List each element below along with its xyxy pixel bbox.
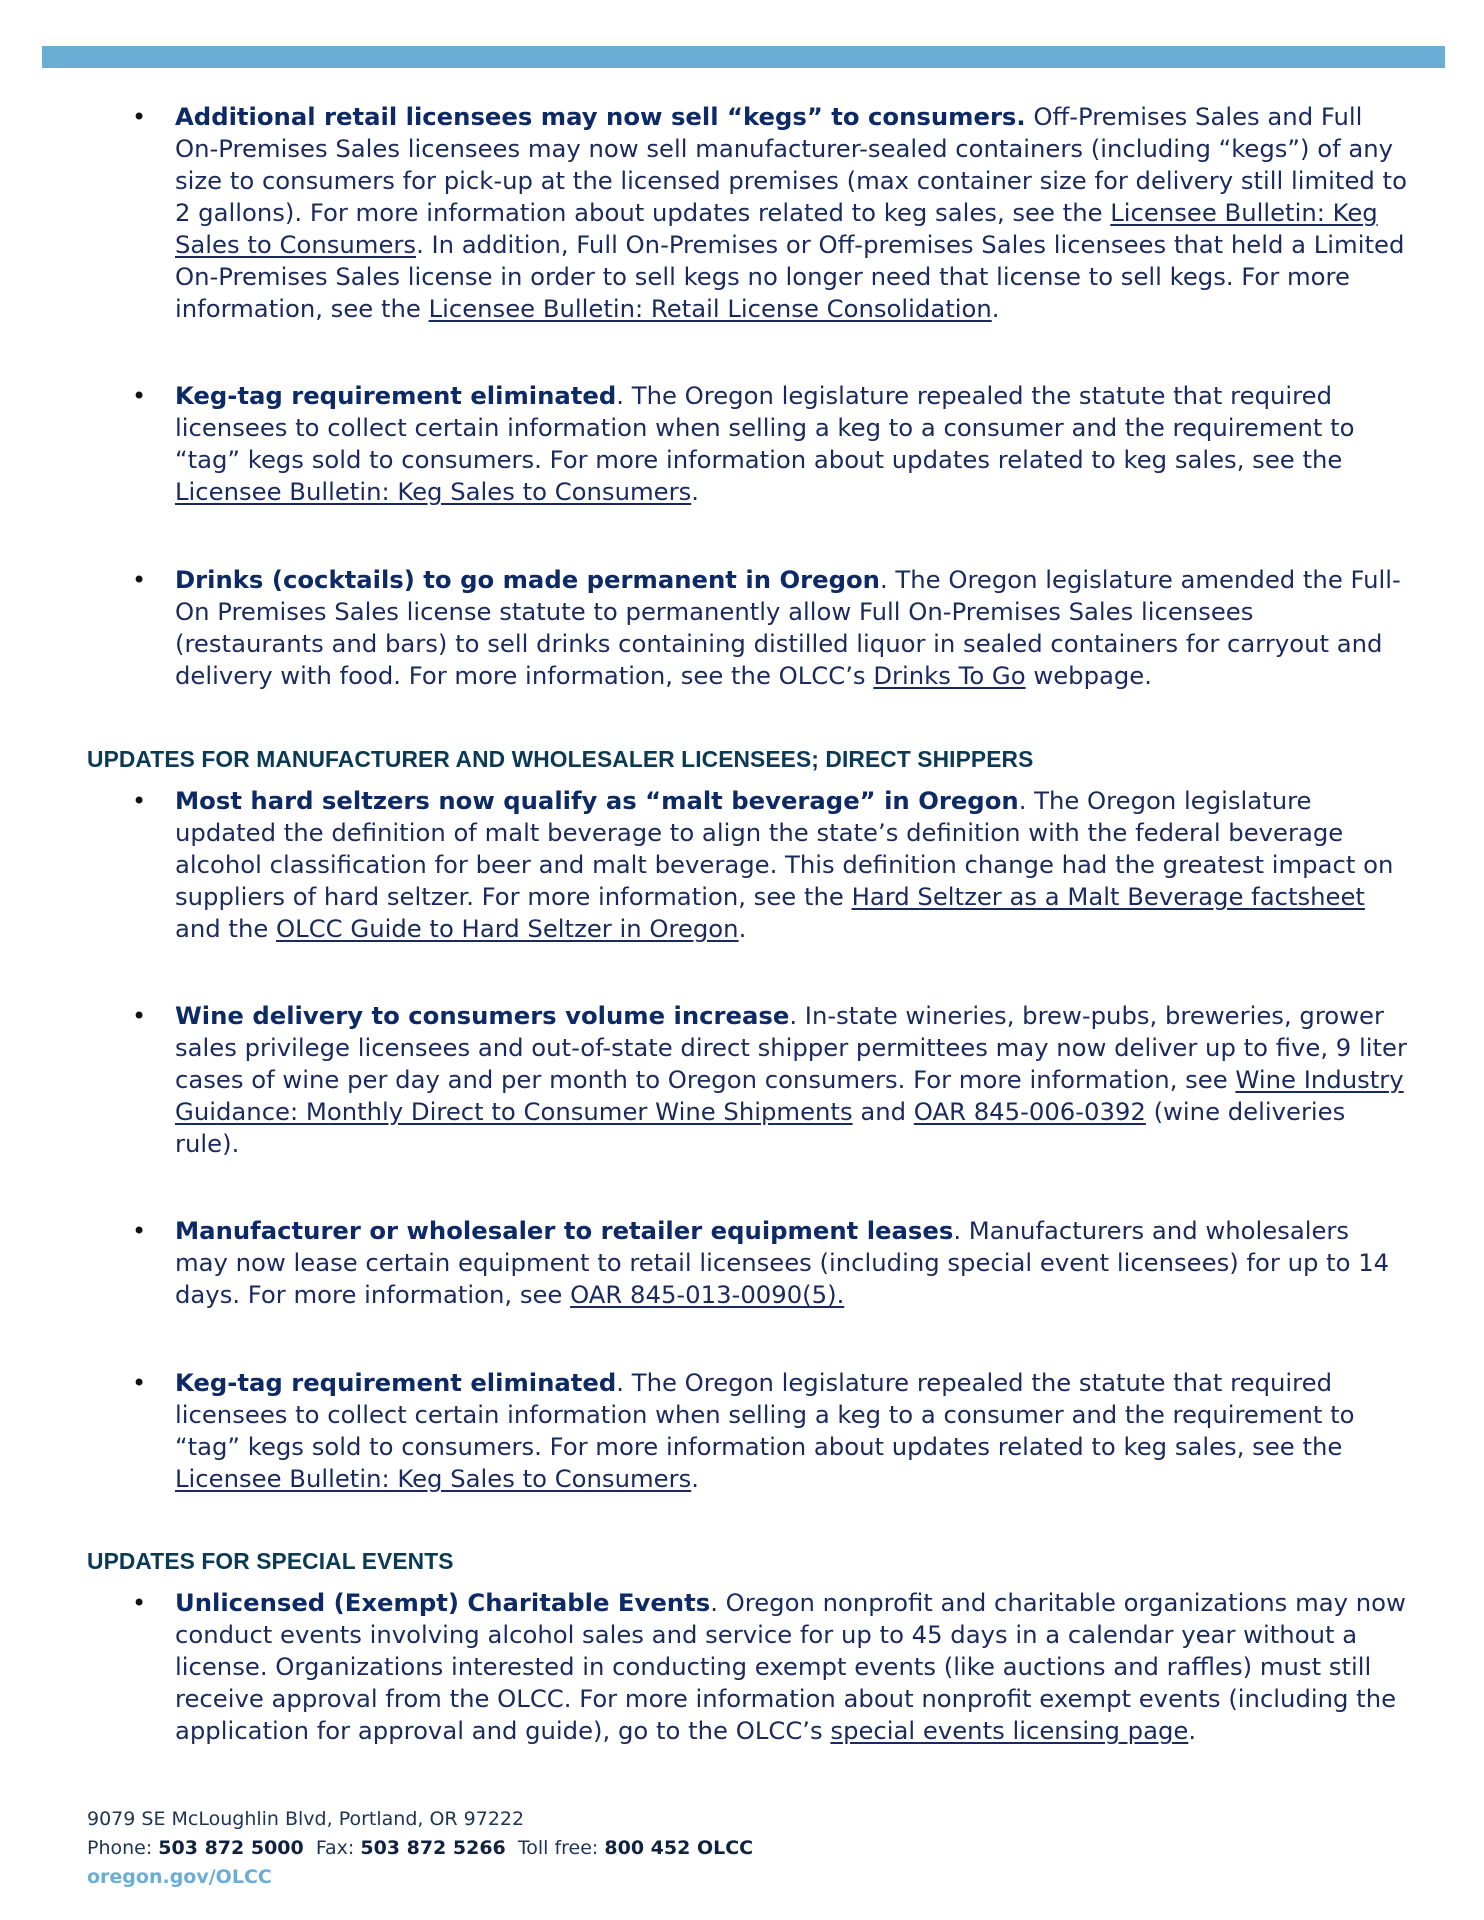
item-text: . Oregon nonprofit and charitable organizations may now conduct events involving alcohol sales and service for up to 45 days in a calendar year without a license. Organizations interested in conducting exempt events (like auctions and raffles) must still receive approval from the OLCC. For more information about nonprofit exempt events (including the application for approval and guide), go to the OLCC’s — [175, 1588, 1406, 1745]
item-text: . In-state wineries, brew-pubs, breweries, grower sales privilege licensees and out-of-state direct shipper permittees may now deliver up to five, 9 liter cases of wine per day and per month to Oregon consumers. For more information, see — [175, 1001, 1407, 1094]
section-heading-manufacturer: UPDATES FOR MANUFACTURER AND WHOLESALER LICENSEES; DIRECT SHIPPERS — [87, 746, 1034, 772]
special-events-licensing-link[interactable]: special events licensing page — [830, 1716, 1189, 1745]
list-item — [175, 1215, 1407, 1311]
item-text: . — [738, 914, 747, 943]
phone-number: 503 872 5000 — [158, 1837, 304, 1859]
phone-label: Phone: — [87, 1837, 159, 1859]
header-accent-bar — [42, 46, 1445, 68]
item-text: and the — [175, 914, 277, 943]
item-text: . — [691, 477, 699, 506]
list-item — [175, 380, 1407, 508]
wine-industry-guidance-link[interactable]: Wine Industry Guidance: Monthly Direct to Consumer Wine Shipments — [175, 1065, 1404, 1126]
item-text: and — [852, 1097, 914, 1126]
list-item — [175, 564, 1407, 692]
item-text: . Manufacturers and wholesalers may now lease certain equipment to retail licensees (including special event licensees) for up to 14 days. For more information, see — [175, 1216, 1390, 1309]
item-lead: Additional retail licensees may now sell “kegs” to consumers. — [175, 102, 1026, 131]
list-item — [175, 785, 1407, 945]
item-text: . The Oregon legislature amended the Full-On Premises Sales license statute to permanently allow Full On-Premises Sales licensees (restaurants and bars) to sell drinks containing distilled liquor in sealed containers for carryout and delivery with food. For more information, see the OLCC’s — [175, 565, 1401, 690]
list-item — [175, 101, 1407, 325]
retail-license-consolidation-link[interactable]: Licensee Bulletin: Retail License Consolidation — [428, 294, 992, 323]
item-lead: Keg-tag requirement eliminated — [175, 1368, 617, 1397]
list-item — [175, 1587, 1407, 1747]
tollfree-label: Toll free: — [517, 1837, 605, 1859]
keg-sales-bulletin-link[interactable]: Licensee Bulletin: Keg Sales to Consumers — [175, 198, 1378, 259]
footer-contact-line — [87, 1834, 753, 1863]
item-text: . The Oregon legislature updated the definition of malt beverage to align the state’s definition with the federal beverage alcohol classification for beer and malt beverage. This definition change had the greatest impact on suppliers of hard seltzer. For more information, see the — [175, 786, 1394, 911]
keg-sales-bulletin-link[interactable]: Licensee Bulletin: Keg Sales to Consumers — [175, 477, 692, 506]
oar-equipment-lease-link[interactable]: OAR 845-013-0090(5). — [570, 1280, 845, 1309]
list-item — [175, 1367, 1407, 1495]
hard-seltzer-factsheet-link[interactable]: Hard Seltzer as a Malt Beverage factsheet — [851, 882, 1365, 911]
item-text: . — [991, 294, 1000, 323]
item-lead: Wine delivery to consumers volume increase — [175, 1001, 790, 1030]
item-text: . The Oregon legislature repealed the statute that required licensees to collect certain information when selling a keg to a consumer and the requirement to “tag” kegs sold to consumers. For more information about updates related to keg sales, see the — [175, 1368, 1355, 1461]
item-text: . In addition, Full On-Premises or Off-premises Sales licensees that held a Limited On-Premises Sales license in order to sell kegs no longer need that license to sell kegs. For more information, see the — [175, 230, 1405, 323]
item-lead: Unlicensed (Exempt) Charitable Events — [175, 1588, 711, 1617]
page-footer — [87, 1805, 753, 1892]
fax-label: Fax: — [315, 1837, 361, 1859]
item-text: (wine deliveries rule). — [175, 1097, 1346, 1158]
item-text: . The Oregon legislature repealed the statute that required licensees to collect certain information when selling a keg to a consumer and the requirement to “tag” kegs sold to consumers. For more information about updates related to keg sales, see the — [175, 381, 1355, 474]
item-text: Off-Premises Sales and Full On-Premises Sales licensees may now sell manufacturer-sealed containers (including “kegs”) of any size to consumers for pick-up at the licensed premises (max container size for delivery still limited to 2 gallons). For more information about updates related to keg sales, see the — [175, 102, 1407, 227]
item-lead: Drinks (cocktails) to go made permanent in Oregon — [175, 565, 880, 594]
item-lead: Most hard seltzers now qualify as “malt beverage” in Oregon — [175, 786, 1019, 815]
hard-seltzer-guide-link[interactable]: OLCC Guide to Hard Seltzer in Oregon — [276, 914, 739, 943]
fax-number: 503 872 5266 — [360, 1837, 506, 1859]
item-text: . — [691, 1464, 699, 1493]
item-lead: Manufacturer or wholesaler to retailer equipment leases — [175, 1216, 954, 1245]
item-text: webpage. — [1025, 661, 1152, 690]
tollfree-number: 800 452 OLCC — [604, 1837, 754, 1859]
footer-website-link[interactable]: oregon.gov/OLCC — [87, 1866, 272, 1888]
footer-address: 9079 SE McLoughlin Blvd, Portland, OR 97222 — [87, 1808, 525, 1830]
list-item — [175, 1000, 1407, 1160]
keg-sales-bulletin-link[interactable]: Licensee Bulletin: Keg Sales to Consumers — [175, 1464, 692, 1493]
section-heading-special-events: UPDATES FOR SPECIAL EVENTS — [87, 1548, 454, 1574]
drinks-to-go-link[interactable]: Drinks To Go — [873, 661, 1026, 690]
item-lead: Keg-tag requirement eliminated — [175, 381, 617, 410]
item-text: . — [1188, 1716, 1197, 1745]
oar-wine-deliveries-link[interactable]: OAR 845-006-0392 — [913, 1097, 1146, 1126]
